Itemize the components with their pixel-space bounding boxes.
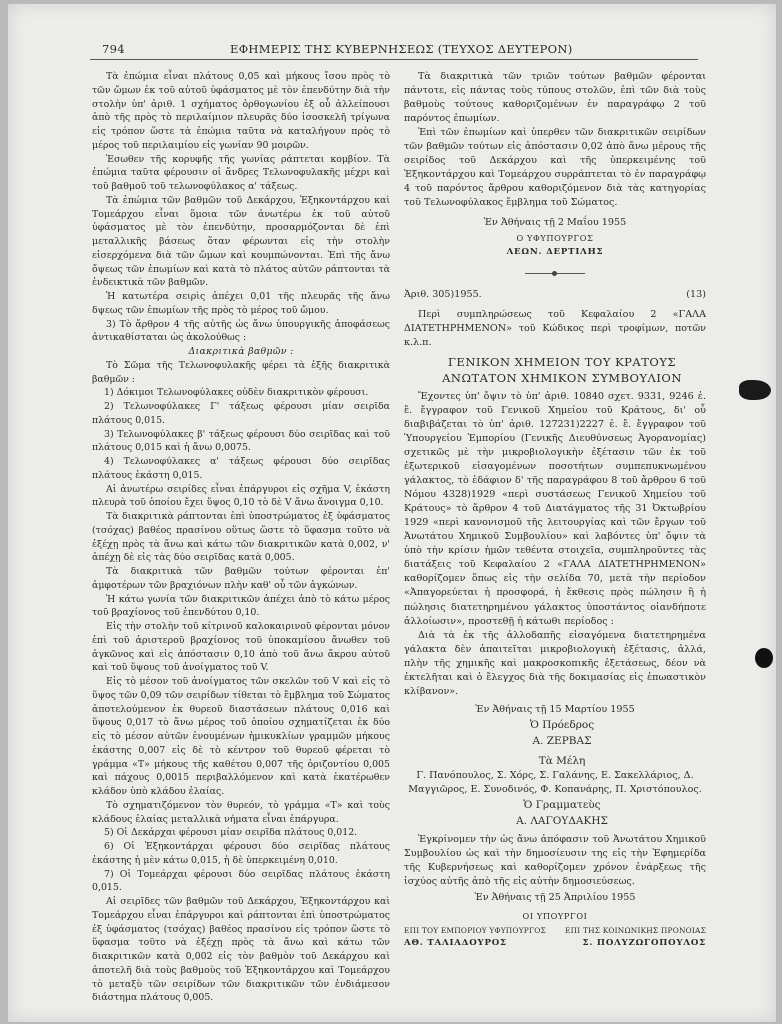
minister-role: ΕΠΙ ΤΟΥ ΕΜΠΟΡΙΟΥ ΥΦΥΠΟΥΡΓΟΣ — [404, 926, 546, 936]
right-column — [404, 70, 706, 949]
paragraph: Ἡ κάτω γωνία τῶν διακριτικῶν ἀπέχει ἀπὸ τὸ κάτω μέρος τοῦ βραχίονος τοῦ ἐπενδύτου 0,10. — [92, 593, 390, 619]
decision-number: Ἀριθ. 305)1955. — [404, 288, 482, 300]
authority-subheading: ΑΝΩΤΑΤΟΝ ΧΗΜΙΚΟΝ ΣΥΜΒΟΥΛΙΟΝ — [442, 370, 682, 385]
list-item: 7) Οἱ Τομεάρχαι φέρουσι δύο σειρῖδας πλάτους ἑκάστη 0,015. — [92, 868, 390, 894]
minister-role: ΕΠΙ ΤΗΣ ΚΟΙΝΩΝΙΚΗΣ ΠΡΟΝΟΙΑΣ — [565, 926, 706, 936]
signatory-name: Α. ΖΕΡΒΑΣ — [532, 734, 592, 747]
date-line: Ἐν Ἀθήναις τῇ 25 Ἀπριλίου 1955 — [474, 892, 636, 904]
section-divider — [525, 273, 585, 274]
paragraph: Εἰς τὴν στολὴν τοῦ κίτρινοῦ καλοκαιρινοῦ φέρονται μόνον ἐπὶ τοῦ ἀριστεροῦ βραχίονος τοῦ ὑποκαμίσου ἄνωθεν τοῦ ἀγκῶνος καὶ εἰς ἀπόστασιν 0,10 ἀπὸ τοῦ ἄνω ἄκρου αὐτοῦ καὶ τοῦ ὕψους τοῦ ἀνοίγματος τοῦ V. — [92, 621, 390, 674]
minister-roles — [404, 925, 706, 936]
members-list: Γ. Πανόπουλος, Σ. Χόρς, Σ. Γαλάνης, Ε. Σακελλάριος, Δ. Μαγγιῶρος, Ε. Συνοδινός, Φ. Κοπανάρης, Π. Χριστόπουλος. — [408, 769, 702, 795]
ink-blot — [739, 380, 771, 400]
signatory-role: ΟΙ ΥΠΟΥΡΓΟΙ — [522, 911, 588, 922]
list-item: 3) Τελωνοφύλακες β' τάξεως φέρουσι δύο σειρῖδας καὶ τοῦ πλάτους 0,015 καὶ ἡ ἄνω 0,0075. — [92, 428, 390, 454]
decision-serial: (13) — [686, 288, 706, 300]
paragraph: Ἐπὶ τῶν ἐπωμίων καὶ ὑπερθεν τῶν διακριτικῶν σειρίδων τῶν βαθμῶν τούτων εἰς ἀπόστασιν 0,02 ἀπὸ ἄνω μέρους τῆς σειρίδος τοῦ Δεκάρχου καὶ τῆς ὑπερκειμένης τοῦ Ἑξηκοντάρχου καὶ Τομεάρχου συρράπτεται τὸ ἐν παραγράφῳ 4 τοῦ παρόντος ἄρθρου καθοριζόμενον διὰ τὰς κατηγορίας τοῦ Τελωνοφύλακος ἔμβλημα τοῦ Σώματος. — [404, 127, 706, 209]
paragraph: Αἱ ἀνωτέρω σειρίδες εἶναι ἐπάργυροι εἰς σχῆμα V, ἑκάστη πλευρὰ τοῦ ὁποίου ἔχει ὕψος 0,10 τὸ δὲ V ἄνω ἄνοιγμα 0,10. — [92, 483, 390, 509]
paragraph: 3) Τὸ ἄρθρον 4 τῆς αὐτῆς ὡς ἄνω ὑπουργικῆς ἀποφάσεως ἀντικαθίσταται ὡς ἀκολούθως : — [92, 318, 390, 344]
decision-subject: Περὶ συμπληρώσεως τοῦ Κεφαλαίου 2 «ΓΑΛΑ ΔΙΑΤΕΤΗΡΗΜΕΝΟΝ» τοῦ Κώδικος περὶ τροφίμων, ποτῶν κ.λ.π. — [404, 308, 706, 348]
signatory-name: ΛΕΩΝ. ΔΕΡΤΙΛΗΣ — [506, 246, 604, 257]
minister-name: ΑΘ. ΤΑΛΙΑΔΟΥΡΟΣ — [404, 938, 507, 949]
decision-reference — [404, 288, 706, 302]
paragraph: Τὰ διακριτικὰ τῶν βαθμῶν τούτων φέρονται ἐπ' ἀμφοτέρων τῶν βραχιόνων πλὴν καθ' οὗ τῶν ἀγκώνων. — [92, 566, 390, 591]
paragraph: Εἰς τὸ μέσον τοῦ ἀνοίγματος τῶν σκελῶν τοῦ V καὶ εἰς τὸ ὕψος τῶν 0,09 τῶν σειρίδων τίθεται τὸ ἔμβλημα τοῦ Σώματος ἀποτελούμενον ἐκ θυρεοῦ διαστάσεων πλάτους 0,016 καὶ ὕψους 0,017 τὸ ἄνω μέρος τοῦ ὁποίου σχηματίζεται ἐκ δύο εἰς τὸ μέσον αὐτῶν ἑνουμένων ἡμικυκλίων γραμμῶν μήκους ἑκάστης 0,007 εἰς δὲ τὸ κέντρον τοῦ θυρεοῦ φέρεται τὸ γράμμα «Τ» μήκους τῆς καθέτου 0,007 τῆς ὁριζοντίου 0,005 καὶ πάχους 0,0015 περιβαλλόμενον καὶ κατὰ ἑκατέρωθεν κλάδον ὑπὸ κλάδου ἐλαίας. — [92, 676, 390, 797]
punch-hole — [755, 648, 773, 668]
signatory-name: Α. ΛΑΓΟΥΔΑΚΗΣ — [516, 814, 608, 827]
minister-names — [404, 938, 706, 949]
paragraph: Τὰ ἐπώμια τῶν βαθμῶν τοῦ Δεκάρχου, Ἑξηκοντάρχου καὶ Τομεάρχου εἶναι ὅμοια τῶν ἀνωτέρω ἐκ τοῦ αὐτοῦ ὑφάσματος μὲ τὸν ἐπενδύτην, προσαρμόζονται δὲ ἐπὶ μεταλλικῆς βάσεως ὅταν φέρωνται εἰς τὴν στολὴν εἰσερχόμενα διὰ τῶν ὤμων καὶ κουμπώνονται. Ἐπὶ τῆς ἄνω ὄψεως τῶν ἐπωμίων καὶ κατὰ τὸ πλάτος αὐτῶν ράπτονται τὰ ἐνδεικτικὰ τῶν βαθμῶν. — [92, 194, 390, 289]
signatory-role: Ο ΥΦΥΠΟΥΡΓΟΣ — [516, 232, 594, 243]
paragraph: Ἐγκρίνομεν τὴν ὡς ἄνω ἀπόφασιν τοῦ Ἀνωτάτου Χημικοῦ Συμβουλίου ὡς καὶ τὴν δημοσίευσιν της εἰς τὴν Ἐφημερίδα τῆς Κυβερνήσεως καὶ καθορίζομεν χρόνον ἐνάρξεως τῆς ἰσχύος αὐτῆς ἀπὸ τῆς εἰς αὐτὴν δημοσιεύσεως. — [404, 833, 706, 888]
paragraph: Διὰ τὰ ἐκ τῆς ἀλλοδαπῆς εἰσαγόμενα διατετηρημένα γάλακτα δὲν ἀπαιτεῖται μικροβιολογικὴ ἐξέτασις, ἀλλά, πλὴν τῆς χημικῆς καὶ μακροσκοπικῆς ἐξετάσεως, δέον νὰ ἐκτελῆται καὶ ὁ ἔλεγχος διὰ τῆς δοκιμασίας εἰς ἐπωαστικὸν κλίβανον». — [404, 629, 706, 697]
list-item: 5) Οἱ Δεκάρχαι φέρουσι μίαν σειρῖδα πλάτους 0,012. — [104, 827, 358, 839]
section-subtitle: Διακριτικὰ βαθμῶν : — [188, 346, 294, 357]
date-line: Ἐν Ἀθήναις τῇ 15 Μαρτίου 1955 — [475, 703, 635, 715]
list-item: 1) Δόκιμοι Τελωνοφύλακες οὐδὲν διακριτικὸν φέρουσι. — [104, 387, 369, 399]
header-rule — [90, 59, 698, 60]
paragraph: Τὰ ἐπώμια εἶναι πλάτους 0,05 καὶ μήκους ἴσου πρὸς τὸ τῶν ὤμων ἐκ τοῦ αὐτοῦ ὑφάσματος μὲ τὸν ἐπενδύτην διὰ τὴν στολὴν ὑπ' ἀριθ. 1 σχήματος ὀρθογωνίου ἐξ οὗ ἀλλείπουσι ἀπὸ τῆς πρὸς τὸ περιλαίμιον πλευρᾶς δύο ἰσοσκελῆ τρίγωνα εἰς τρόπον ὥστε τὰ ἐπώμια ταῦτα νὰ καταλήγουν πρὸς τὸ μέρος τοῦ περιλαιμίου εἰς γωνίαν 90 μοιρῶν. — [92, 71, 390, 151]
paragraph: Ἔχοντες ὑπ' ὄψιν τὸ ὑπ' ἀριθ. 10840 σχετ. 9331, 9246 ἐ. ἔ. ἔγγραφον τοῦ Γενικοῦ Χημείου τοῦ Κράτους, δι' οὗ διαβιβάζεται τὸ ὑπ' ἀριθ. 127231)2227 ἐ. ἔ. ἔγγραφον τοῦ Ὑπουργείου Ἐμπορίου (Γενικῆς Διευθύνσεως Ἀγορανομίας) σχετικῶς μὲ τὴν μικροβιολογικὴν ἐξέτασιν τῶν ἐκ τοῦ ἐξωτερικοῦ εἰσαγομένων ποσοτήτων συμπεπυκνωμένου γάλακτος, τὸ ἐδάφιον δ' τῆς παραγράφου 8 τοῦ ἄρθρου 6 τοῦ Νόμου 4328)1929 «περὶ συστάσεως Γενικοῦ Χημείου τοῦ Κράτους» τὸ ἄρθρον 4 τοῦ Διατάγματος τῆς 31 Ὀκτωβρίου 1929 «περὶ κανονισμοῦ τῆς λειτουργίας καὶ τῶν ἔργων τοῦ Ἀνωτάτου Χημικοῦ Συμβουλίου» καὶ λαβόντες ὑπ' ὄψιν τὰ ὑπὸ τὴν κρίσιν ἡμῶν τεθέντα στοιχεῖα, συμπληροῦντες τὰς διατάξεις τοῦ Κεφαλαίου 2 «ΓΑΛΑ ΔΙΑΤΕΤΗΡΗΜΕΝΟΝ» καθορίζομεν ὅπως εἰς τὴν σελίδα 70, μετὰ τὴν περίοδον «Ἀπαγορεύεται ἡ προσφορά, ἡ ἔκθεσις πρὸς πώλησιν ἢ ἡ πώλησις διατετηρημένου γάλακτος ὑποστάντος οἱανδήποτε ἀλλοίωσιν», προστεθῇ ἡ κάτωθι περίοδος : — [404, 390, 706, 627]
running-title: ΕΦΗΜΕΡΙΣ ΤΗΣ ΚΥΒΕΡΝΗΣΕΩΣ (ΤΕΥΧΟΣ ΔΕΥΤΕΡΟΝ) — [230, 42, 573, 56]
signatory-role: Ὁ Γραμματεὺς — [523, 798, 601, 811]
signatory-role: Τὰ Μέλη — [538, 754, 586, 767]
paragraph: Τὰ διακριτικὰ τῶν τριῶν τούτων βαθμῶν φέρονται πάντοτε, εἰς πάντας τοὺς τύπους στολῶν, ἐπὶ τῶν διὰ τοὺς βαθμοὺς τούτους καθοριζομένων ἐν παραγράφῳ 2 τοῦ παρόντος ἐπωμίων. — [404, 71, 706, 125]
paragraph: Τὸ σχηματιζόμενον τὸν θυρεόν, τὸ γράμμα «Τ» καὶ τοὺς κλάδους ἐλαίας μεταλλικὰ νήματα εἶναι ἐπάργυρα. — [92, 799, 390, 825]
signatory-role: Ὁ Πρόεδρος — [529, 718, 595, 731]
list-item: 2) Τελωνοφύλακες Γ' τάξεως φέρουσι μίαν σειρῖδα πλάτους 0,015. — [92, 401, 390, 426]
paragraph: Τὸ Σῶμα τῆς Τελωνοφυλακῆς φέρει τὰ ἑξῆς διακριτικὰ βαθμῶν : — [92, 359, 390, 385]
minister-name: Σ. ΠΟΛΥΖΩΓΟΠΟΥΛΟΣ — [582, 938, 706, 949]
date-line: Ἐν Ἀθήναις τῇ 2 Μαΐου 1955 — [483, 217, 627, 229]
paragraph: Ἐσωθεν τῆς κορυφῆς τῆς γωνίας ράπτεται κομβίον. Τὰ ἐπώμια ταῦτα φέρουσιν οἱ ἄνδρες Τελωνοφυλακῆς μέχρι καὶ τοῦ βαθμοῦ τοῦ τελωνοφύλακος α' τάξεως. — [92, 153, 390, 192]
paragraph: Τὰ διακριτικὰ ράπτονται ἐπὶ ὑποστρώματος ἐξ ὑφάσματος (τσόχας) βαθέος πρασίνου οὕτως ὥστε τὸ ὕφασμα τοῦτο νὰ ἐξέχῃ πρὸς τὰ ἄνω καὶ κάτω τῶν διακριτικῶν κατὰ 0,002, ν' ἀπέχῃ δὲ εἰς τὰς δύο σειρῖδας κατὰ 0,005. — [92, 511, 390, 564]
paragraph: Αἱ σειρῖδες τῶν βαθμῶν τοῦ Δεκάρχου, Ἑξηκοντάρχου καὶ Τομεάρχου εἶναι ἐπάργυροι καὶ ράπτονται ἐπὶ ὑποστρώματος ἐξ ὑφάσματος (τσόχας) βαθέος πρασίνου εἰς τρόπον ὥστε τὸ ὕφασμα τοῦτο νὰ ἐξέχῃ πρὸς τὰ ἄνω καὶ κάτω τῶν διακριτικῶν κατὰ 0,002 εἰς τὸν βαθμὸν τοῦ Δεκάρχου καὶ ἀποτελῆ διὰ τοὺς βαθμοὺς τοῦ Ἑξηκοντάρχου καὶ Τομεάρχου τὸ μεταξὺ τῶν σειρίδων τῶν διακριτικῶν τῶν ἐνδιάμεσον διάστημα πλάτους 0,005. — [92, 896, 390, 1004]
authority-heading: ΓΕΝΙΚΟΝ ΧΗΜΕΙΟΝ ΤΟΥ ΚΡΑΤΟΥΣ — [447, 354, 677, 369]
page-number: 794 — [102, 42, 125, 56]
left-column — [92, 70, 390, 1005]
list-item: 6) Οἱ Ἑξηκοντάρχαι φέρουσι δύο σειρῖδας πλάτους ἑκάστης ἡ μὲν κάτω 0,015, ἡ δὲ ὑπερκειμένη 0,010. — [92, 841, 390, 866]
list-item: 4) Τελωνοφύλακες α' τάξεως φέρουσι δύο σειρῖδας πλάτους ἑκάστη 0,015. — [92, 456, 390, 481]
paragraph: Ἡ κατωτέρα σειρὶς ἀπέχει 0,01 τῆς πλευρᾶς τῆς ἄνω δψεως τῶν ἐπωμίων τῆς πρὸς τὸ μέρος τοῦ ὤμου. — [92, 291, 390, 316]
